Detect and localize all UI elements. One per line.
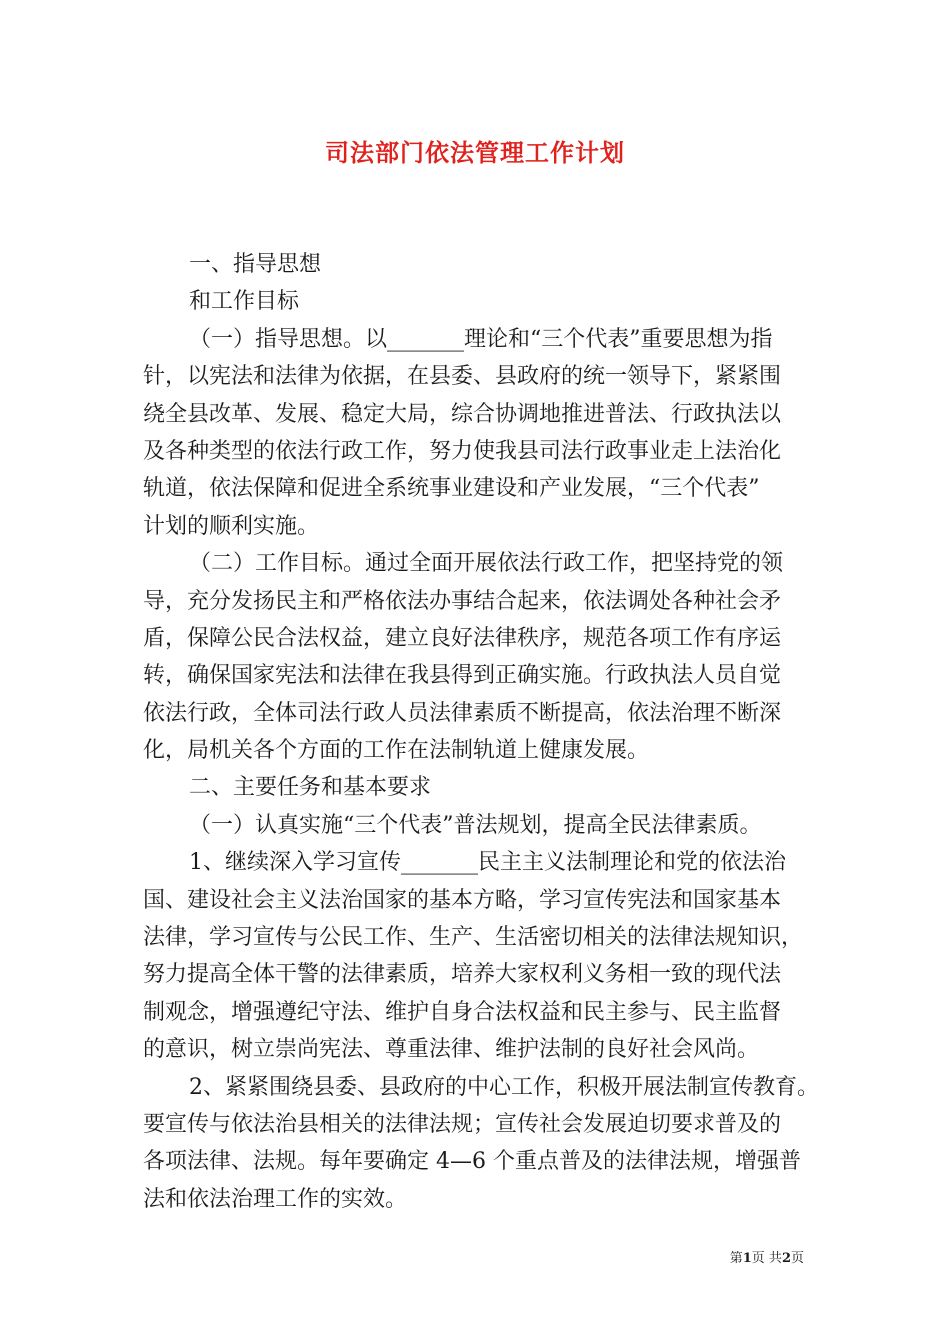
- body-line: 转，确保国家宪法和法律在我县得到正确实施。行政执法人员自觉: [143, 663, 782, 689]
- paragraph-start: 1、继续深入学习宣传_______民主主义法制理论和党的依法治: [189, 850, 786, 876]
- document-title: 司法部门依法管理工作计划: [325, 138, 625, 167]
- paragraph-start: （一）认真实施“三个代表”普法规划，提高全民法律素质。: [189, 812, 762, 838]
- body-line: 制观念，增强遵纪守法、维护自身合法权益和民主参与、民主监督: [143, 999, 782, 1025]
- page-number: [730, 1247, 804, 1266]
- paragraph-start: （一）指导思想。以_______理论和“三个代表”重要思想为指: [189, 326, 773, 352]
- body-line: 要宣传与依法治县相关的法律法规；宣传社会发展迫切要求普及的: [143, 1111, 782, 1137]
- section-heading-1: 一、指导思想: [189, 252, 322, 277]
- total-pages: 2: [781, 1251, 791, 1266]
- body-line: 绕全县改革、发展、稳定大局，综合协调地推进普法、行政执法以: [143, 401, 782, 427]
- body-line: 法律，学习宣传与公民工作、生产、生活密切相关的法律法规知识，: [143, 925, 804, 951]
- section-heading-2: 二、主要任务和基本要求: [189, 775, 432, 801]
- body-line: 轨道，依法保障和促进全系统事业建设和产业发展，“三个代表”: [143, 476, 760, 502]
- body-line: 化，局机关各个方面的工作在法制轨道上健康发展。: [143, 738, 650, 764]
- body-line: 法和依法治理工作的实效。: [143, 1186, 408, 1212]
- page-suffix: 页: [790, 1251, 804, 1266]
- body-line: 盾，保障公民合法权益，建立良好法律秩序，规范各项工作有序运: [143, 625, 782, 651]
- document-body: [143, 246, 819, 1218]
- body-line: 的意识，树立崇尚宪法、尊重法律、维护法制的良好社会风尚。: [143, 1037, 760, 1063]
- current-page: 1: [742, 1251, 752, 1266]
- body-line: 计划的顺利实施。: [143, 513, 320, 539]
- body-line: 针，以宪法和法律为依据，在县委、县政府的统一领导下，紧紧围: [143, 364, 782, 390]
- paragraph-start: 2、紧紧围绕县委、县政府的中心工作，积极开展法制宣传教育。: [189, 1074, 819, 1100]
- body-line: 及各种类型的依法行政工作，努力使我县司法行政事业走上法治化: [143, 438, 782, 464]
- body-line: 国、建设社会主义法治国家的基本方略，学习宣传宪法和国家基本: [143, 887, 782, 913]
- page-prefix: 第: [729, 1251, 743, 1266]
- body-line: 和工作目标: [189, 289, 300, 315]
- body-line: 各项法律、法规。每年要确定 4—6 个重点普及的法律法规，增强普: [143, 1149, 801, 1175]
- paragraph-start: （二）工作目标。通过全面开展依法行政工作，把坚持党的领: [189, 551, 784, 577]
- page-middle: 页 共: [751, 1251, 782, 1266]
- body-line: 依法行政，全体司法行政人员法律素质不断提高，依法治理不断深: [143, 700, 782, 726]
- body-line: 导，充分发扬民主和严格依法办事结合起来，依法调处各种社会矛: [143, 588, 782, 614]
- body-line: 努力提高全体干警的法律素质，培养大家权利义务相一致的现代法: [143, 962, 782, 988]
